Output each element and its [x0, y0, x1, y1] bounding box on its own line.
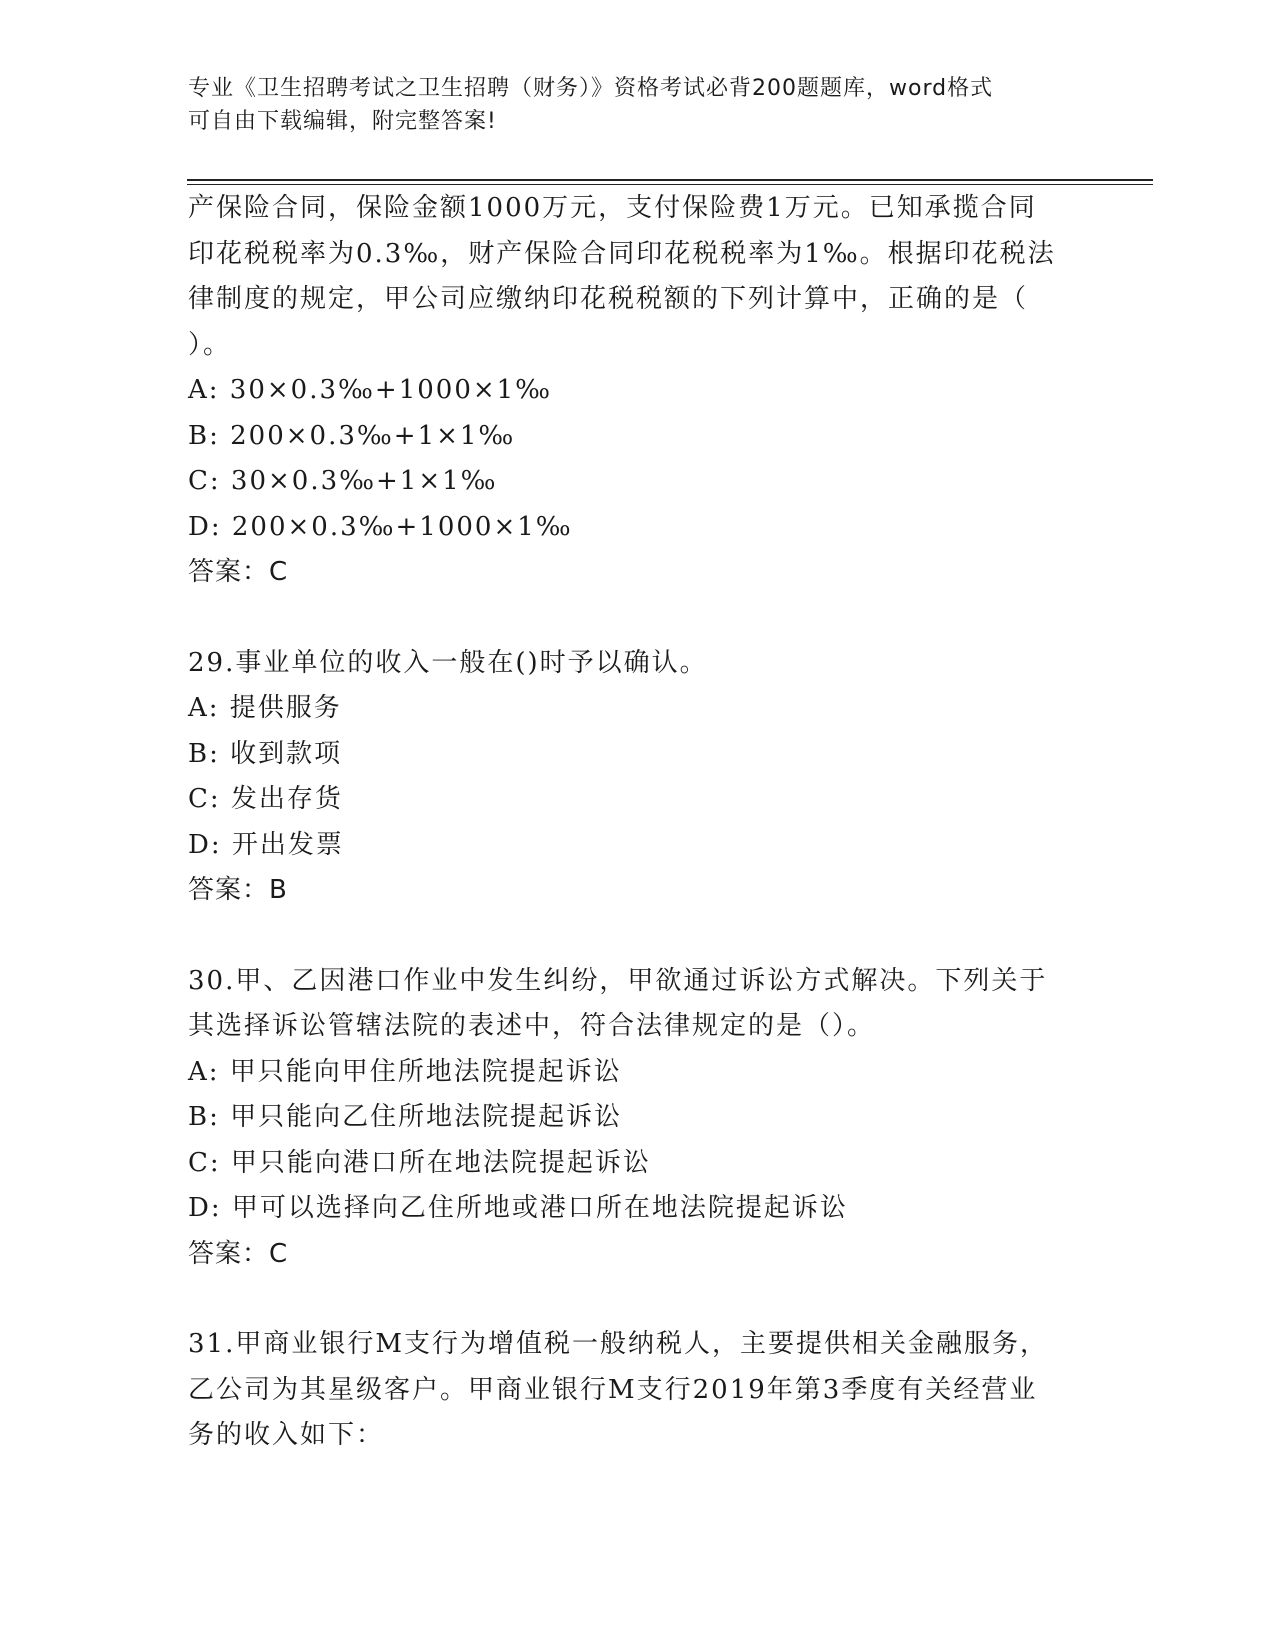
header-divider-thick: [187, 179, 1153, 181]
option-b: B: 甲只能向乙住所地法院提起诉讼: [188, 1102, 623, 1132]
question-31: [188, 1322, 1088, 1459]
option-b: B: 收到款项: [188, 738, 343, 769]
header-title-line-1: 专业《卫生招聘考试之卫生招聘（财务）》资格考试必背200题题库，word格式: [188, 76, 994, 101]
question-stem-line: 乙公司为其星级客户。甲商业银行M支行2019年第3季度有关经营业: [188, 1374, 1038, 1405]
option-d: D: 200×0.3‰+1000×1‰: [188, 511, 573, 542]
option-d: D: 甲可以选择向乙住所地或港口所在地法院提起诉讼: [188, 1193, 848, 1223]
question-stem-line: 务的收入如下：: [188, 1420, 385, 1450]
header-divider-thin: [187, 184, 1153, 185]
question-stem-line: 律制度的规定，甲公司应缴纳印花税税额的下列计算中，正确的是（: [188, 284, 1029, 314]
question-30: [188, 959, 1088, 1278]
question-stem-line: 产保险合同，保险金额1000万元，支付保险费1万元。已知承揽合同: [188, 193, 1037, 223]
spacer: [188, 596, 1088, 641]
question-stem-line: 29.事业单位的收入一般在()时予以确认。: [188, 647, 708, 678]
question-stem-line: 31.甲商业银行M支行为增值税一般纳税人，主要提供相关金融服务，: [188, 1329, 1048, 1359]
question-stem-line: ）。: [188, 329, 232, 360]
option-d: D: 开出发票: [188, 829, 344, 860]
question-stem-line: 印花税税率为0.3‰，财产保险合同印花税税率为1‰。根据印花税法: [188, 238, 1056, 269]
spacer: [188, 1277, 1088, 1322]
option-c: C: 甲只能向港口所在地法院提起诉讼: [188, 1147, 651, 1178]
question-29: [188, 641, 1088, 914]
answer-line: 答案：B: [188, 875, 288, 905]
question-content: [188, 186, 1088, 1459]
spacer: [188, 914, 1088, 959]
option-a: A: 甲只能向甲住所地法院提起诉讼: [188, 1056, 622, 1087]
question-stem-line: 其选择诉讼管辖法院的表述中，符合法律规定的是（）。: [188, 1011, 876, 1041]
answer-line: 答案：C: [188, 557, 289, 587]
option-c: C: 30×0.3‰+1×1‰: [188, 466, 498, 496]
header-title-line-2: 可自由下载编辑，附完整答案!: [188, 109, 497, 134]
document-header: [188, 72, 1068, 138]
question-28: [188, 186, 1088, 596]
option-b: B: 200×0.3‰+1×1‰: [188, 420, 516, 451]
option-c: C: 发出存货: [188, 784, 343, 814]
option-a: A: 30×0.3‰+1000×1‰: [188, 375, 553, 405]
option-a: A: 提供服务: [188, 693, 342, 723]
question-stem-line: 30.甲、乙因港口作业中发生纠纷，甲欲通过诉讼方式解决。下列关于: [188, 965, 1048, 996]
answer-line: 答案：C: [188, 1238, 289, 1269]
